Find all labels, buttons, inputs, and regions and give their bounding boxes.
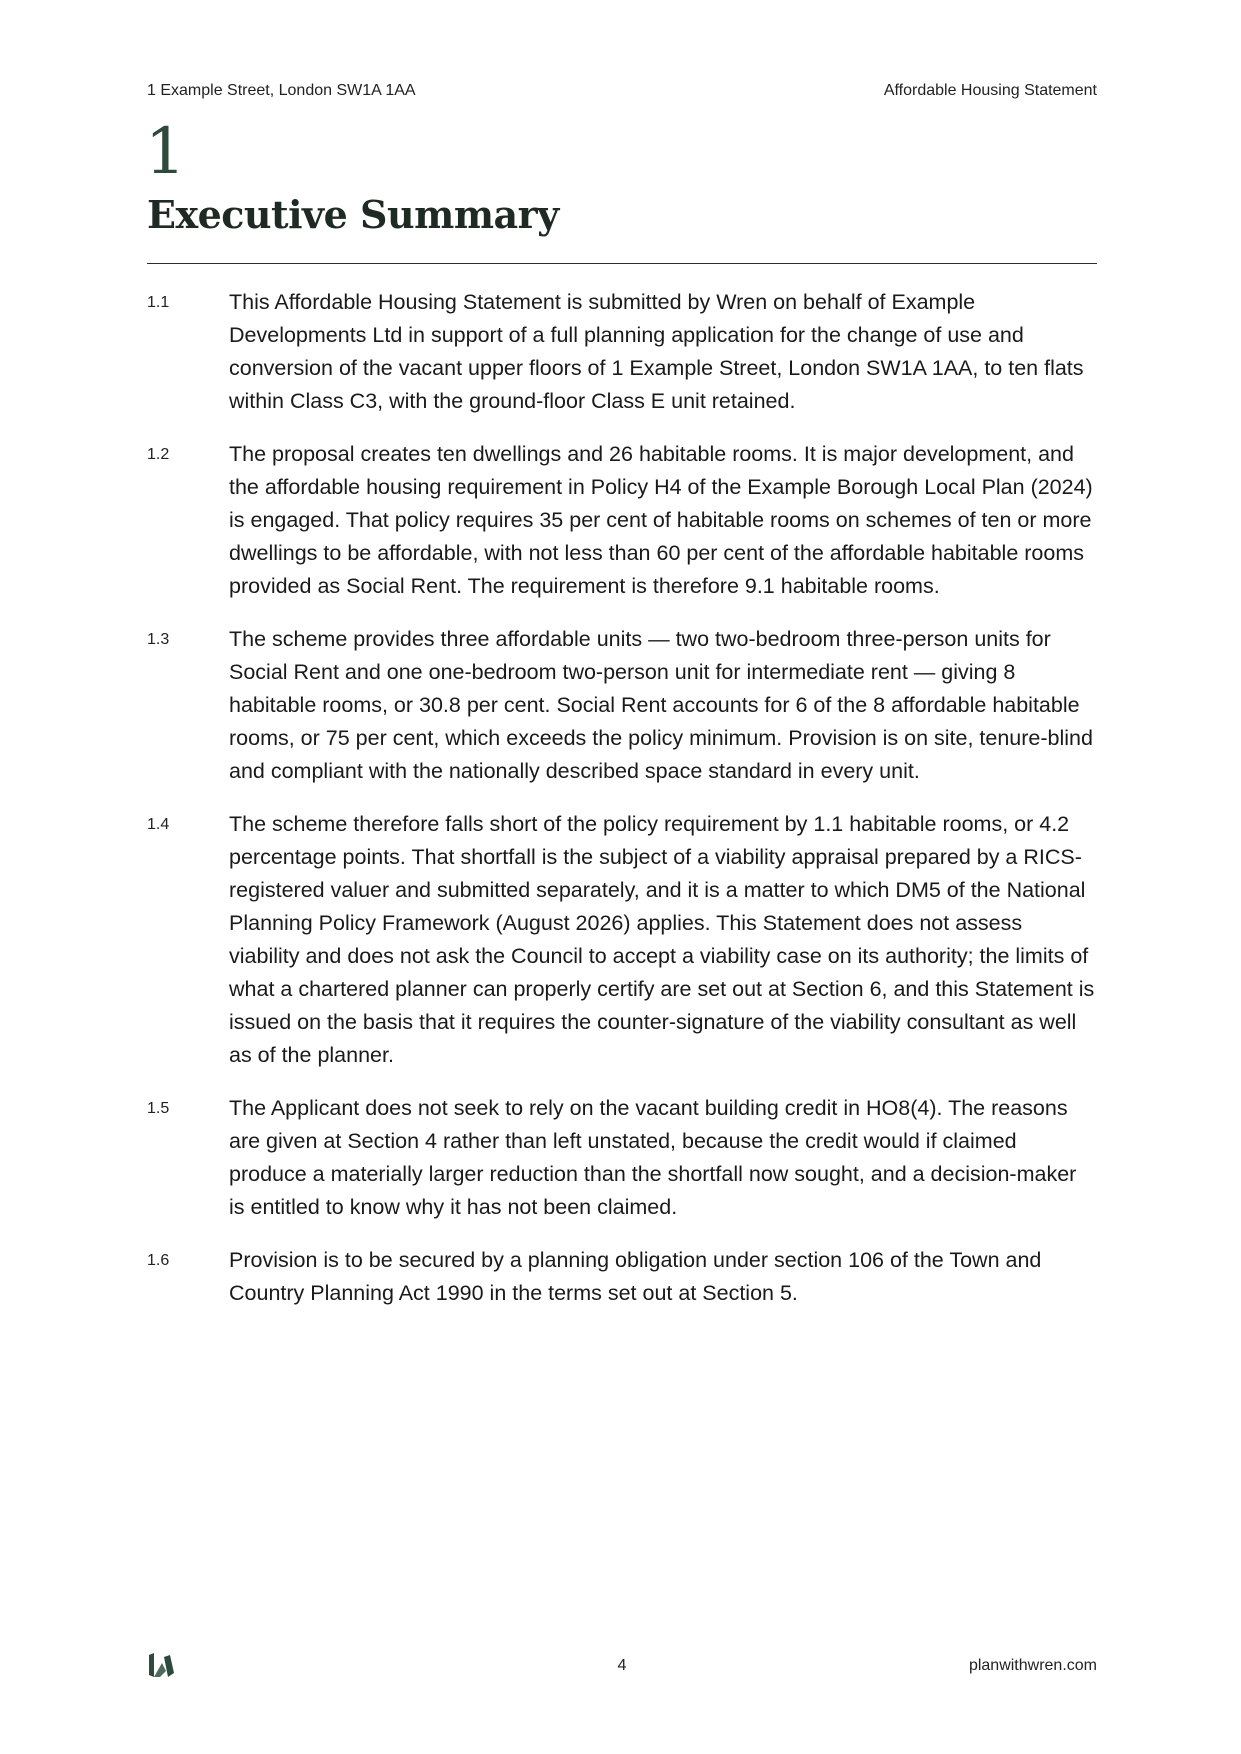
running-header xyxy=(147,82,1097,100)
paragraph xyxy=(147,286,1097,418)
paragraph-text: This Affordable Housing Statement is submitted by Wren on behalf of Example Developments Ltd in support of a full planning application for the change of use and conversion of the vacant upper floors of 1 Example Street, London SW1A 1AA, to ten flats within Class C3, with the ground-floor Class E unit retained. xyxy=(229,290,1084,413)
paragraph-text: The scheme provides three affordable units — two two-bedroom three-person units for Social Rent and one one-bedroom two-person unit for intermediate rent — giving 8 habitable rooms, or 30.8 per cent. Social Rent accounts for 6 of the 8 affordable habitable rooms, or 75 per cent, which exceeds the policy minimum. Provision is on site, tenure-blind and compliant with the nationally described space standard in every unit. xyxy=(229,627,1093,783)
paragraph-number: 1.3 xyxy=(147,631,170,648)
paragraph xyxy=(147,1244,1097,1310)
section-divider xyxy=(147,263,1097,264)
header-document-title: Affordable Housing Statement xyxy=(883,82,1097,99)
website-url: planwithwren.com xyxy=(968,1657,1097,1674)
page-number: 4 xyxy=(617,1657,627,1674)
paragraph-number: 1.6 xyxy=(147,1252,170,1269)
paragraph-number: 1.2 xyxy=(147,446,170,463)
paragraph-text: Provision is to be secured by a planning obligation under section 106 of the Town and Country Planning Act 1990 in the terms set out at Section 5. xyxy=(229,1248,1042,1305)
paragraph-number: 1.4 xyxy=(147,816,170,833)
paragraph-number: 1.1 xyxy=(147,294,170,311)
paragraph-text: The Applicant does not seek to rely on the vacant building credit in HO8(4). The reasons are given at Section 4 rather than left unstated, because the credit would if claimed produce a materially larger reduction than the shortfall now sought, and a decision-maker is entitled to know why it has not been claimed. xyxy=(229,1096,1077,1219)
paragraph xyxy=(147,438,1097,603)
paragraph-text: The proposal creates ten dwellings and 26 habitable rooms. It is major development, and the affordable housing requirement in Policy H4 of the Example Borough Local Plan (2024) is engaged. That policy requires 35 per cent of habitable rooms on schemes of ten or more dwellings to be affordable, with not less than 60 per cent of the affordable habitable rooms provided as Social Rent. The requirement is therefore 9.1 habitable rooms. xyxy=(229,442,1093,598)
paragraph xyxy=(147,1092,1097,1224)
chapter-number: 1 xyxy=(145,115,186,189)
paragraph-text: The scheme therefore falls short of the policy requirement by 1.1 habitable rooms, or 4.2 percentage points. That shortfall is the subject of a viability appraisal prepared by a RICS-registered valuer and submitted separately, and it is a matter to which DM5 of the National Planning Policy Framework (August 2026) applies. This Statement does not assess viability and does not ask the Council to accept a viability case on its authority; the limits of what a chartered planner can properly certify are set out at Section 6, and this Statement is issued on the basis that it requires the counter-signature of the viability consultant as well as of the planner. xyxy=(229,812,1095,1067)
paragraph xyxy=(147,623,1097,788)
paragraph-list xyxy=(147,286,1097,1330)
paragraph xyxy=(147,808,1097,1072)
chapter-title: Executive Summary xyxy=(147,192,559,237)
page-footer xyxy=(147,1651,1097,1683)
paragraph-number: 1.5 xyxy=(147,1100,170,1117)
header-address: 1 Example Street, London SW1A 1AA xyxy=(147,82,416,99)
